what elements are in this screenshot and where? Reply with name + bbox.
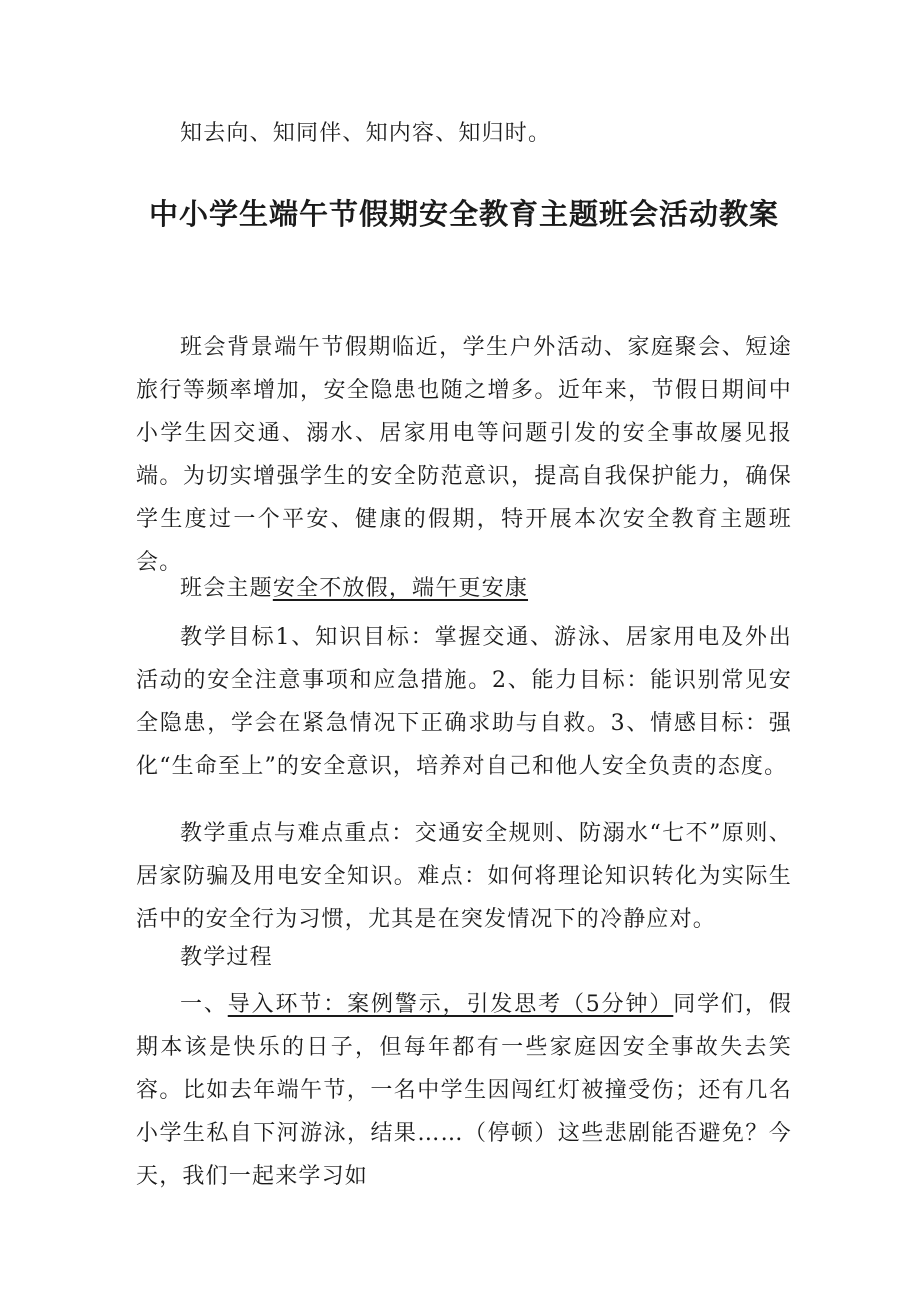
key-points-paragraph [136, 812, 792, 941]
goals-paragraph [136, 616, 792, 788]
theme-text: 安全不放假，端午更安康 [272, 576, 529, 601]
theme-label: 班会主题 [180, 576, 273, 601]
intro-line-text: 知去向、知同伴、知内容、知归时。 [180, 121, 552, 146]
background-paragraph [136, 326, 792, 584]
key-points-label: 教学重点与难点 [180, 821, 345, 846]
process-heading [136, 936, 792, 979]
intro-line [136, 112, 792, 155]
key-points-text: 重点：交通安全规则、防溺水“七不”原则、居家防骗及用电安全知识。难点：如何将理论知识转化为实际生活中的安全行为习惯，尤其是在突发情况下的冷静应对。 [136, 821, 792, 932]
background-label: 班会背景 [180, 335, 275, 360]
process-step1-paragraph [136, 983, 792, 1198]
background-text: 端午节假期临近，学生户外活动、家庭聚会、短途旅行等频率增加，安全隐患也随之增多。近年来，节假日期间中小学生因交通、溺水、居家用电等问题引发的安全事故屡见报端。为切实增强学生的安全防范意识，提高自我保护能力，确保学生度过一个平安、健康的假期，特开展本次安全教育主题班会。 [136, 335, 792, 575]
goals-label: 教学目标 [180, 625, 276, 650]
step1-title: 导入环节：案例警示，引发思考（5分钟） [227, 992, 674, 1017]
step1-text: 同学们，假期本该是快乐的日子，但每年都有一些家庭因安全事故失去笑容。比如去年端午节，一名中学生因闯红灯被撞受伤；还有几名小学生私自下河游泳，结果……（停顿）这些悲剧能否避免？今天，我们一起来学习如 [136, 992, 792, 1189]
step1-number: 一、 [180, 992, 228, 1017]
document-title: 中小学生端午节假期安全教育主题班会活动教案 [148, 197, 779, 231]
goals-text: 1、知识目标：掌握交通、游泳、居家用电及外出活动的安全注意事项和应急措施。2、能力目标：能识别常见安全隐患，学会在紧急情况下正确求助与自救。3、情感目标：强化“生命至上”的安全意识，培养对自己和他人安全负责的态度。 [136, 625, 792, 779]
theme-paragraph [136, 567, 792, 610]
process-label: 教学过程 [180, 945, 273, 970]
